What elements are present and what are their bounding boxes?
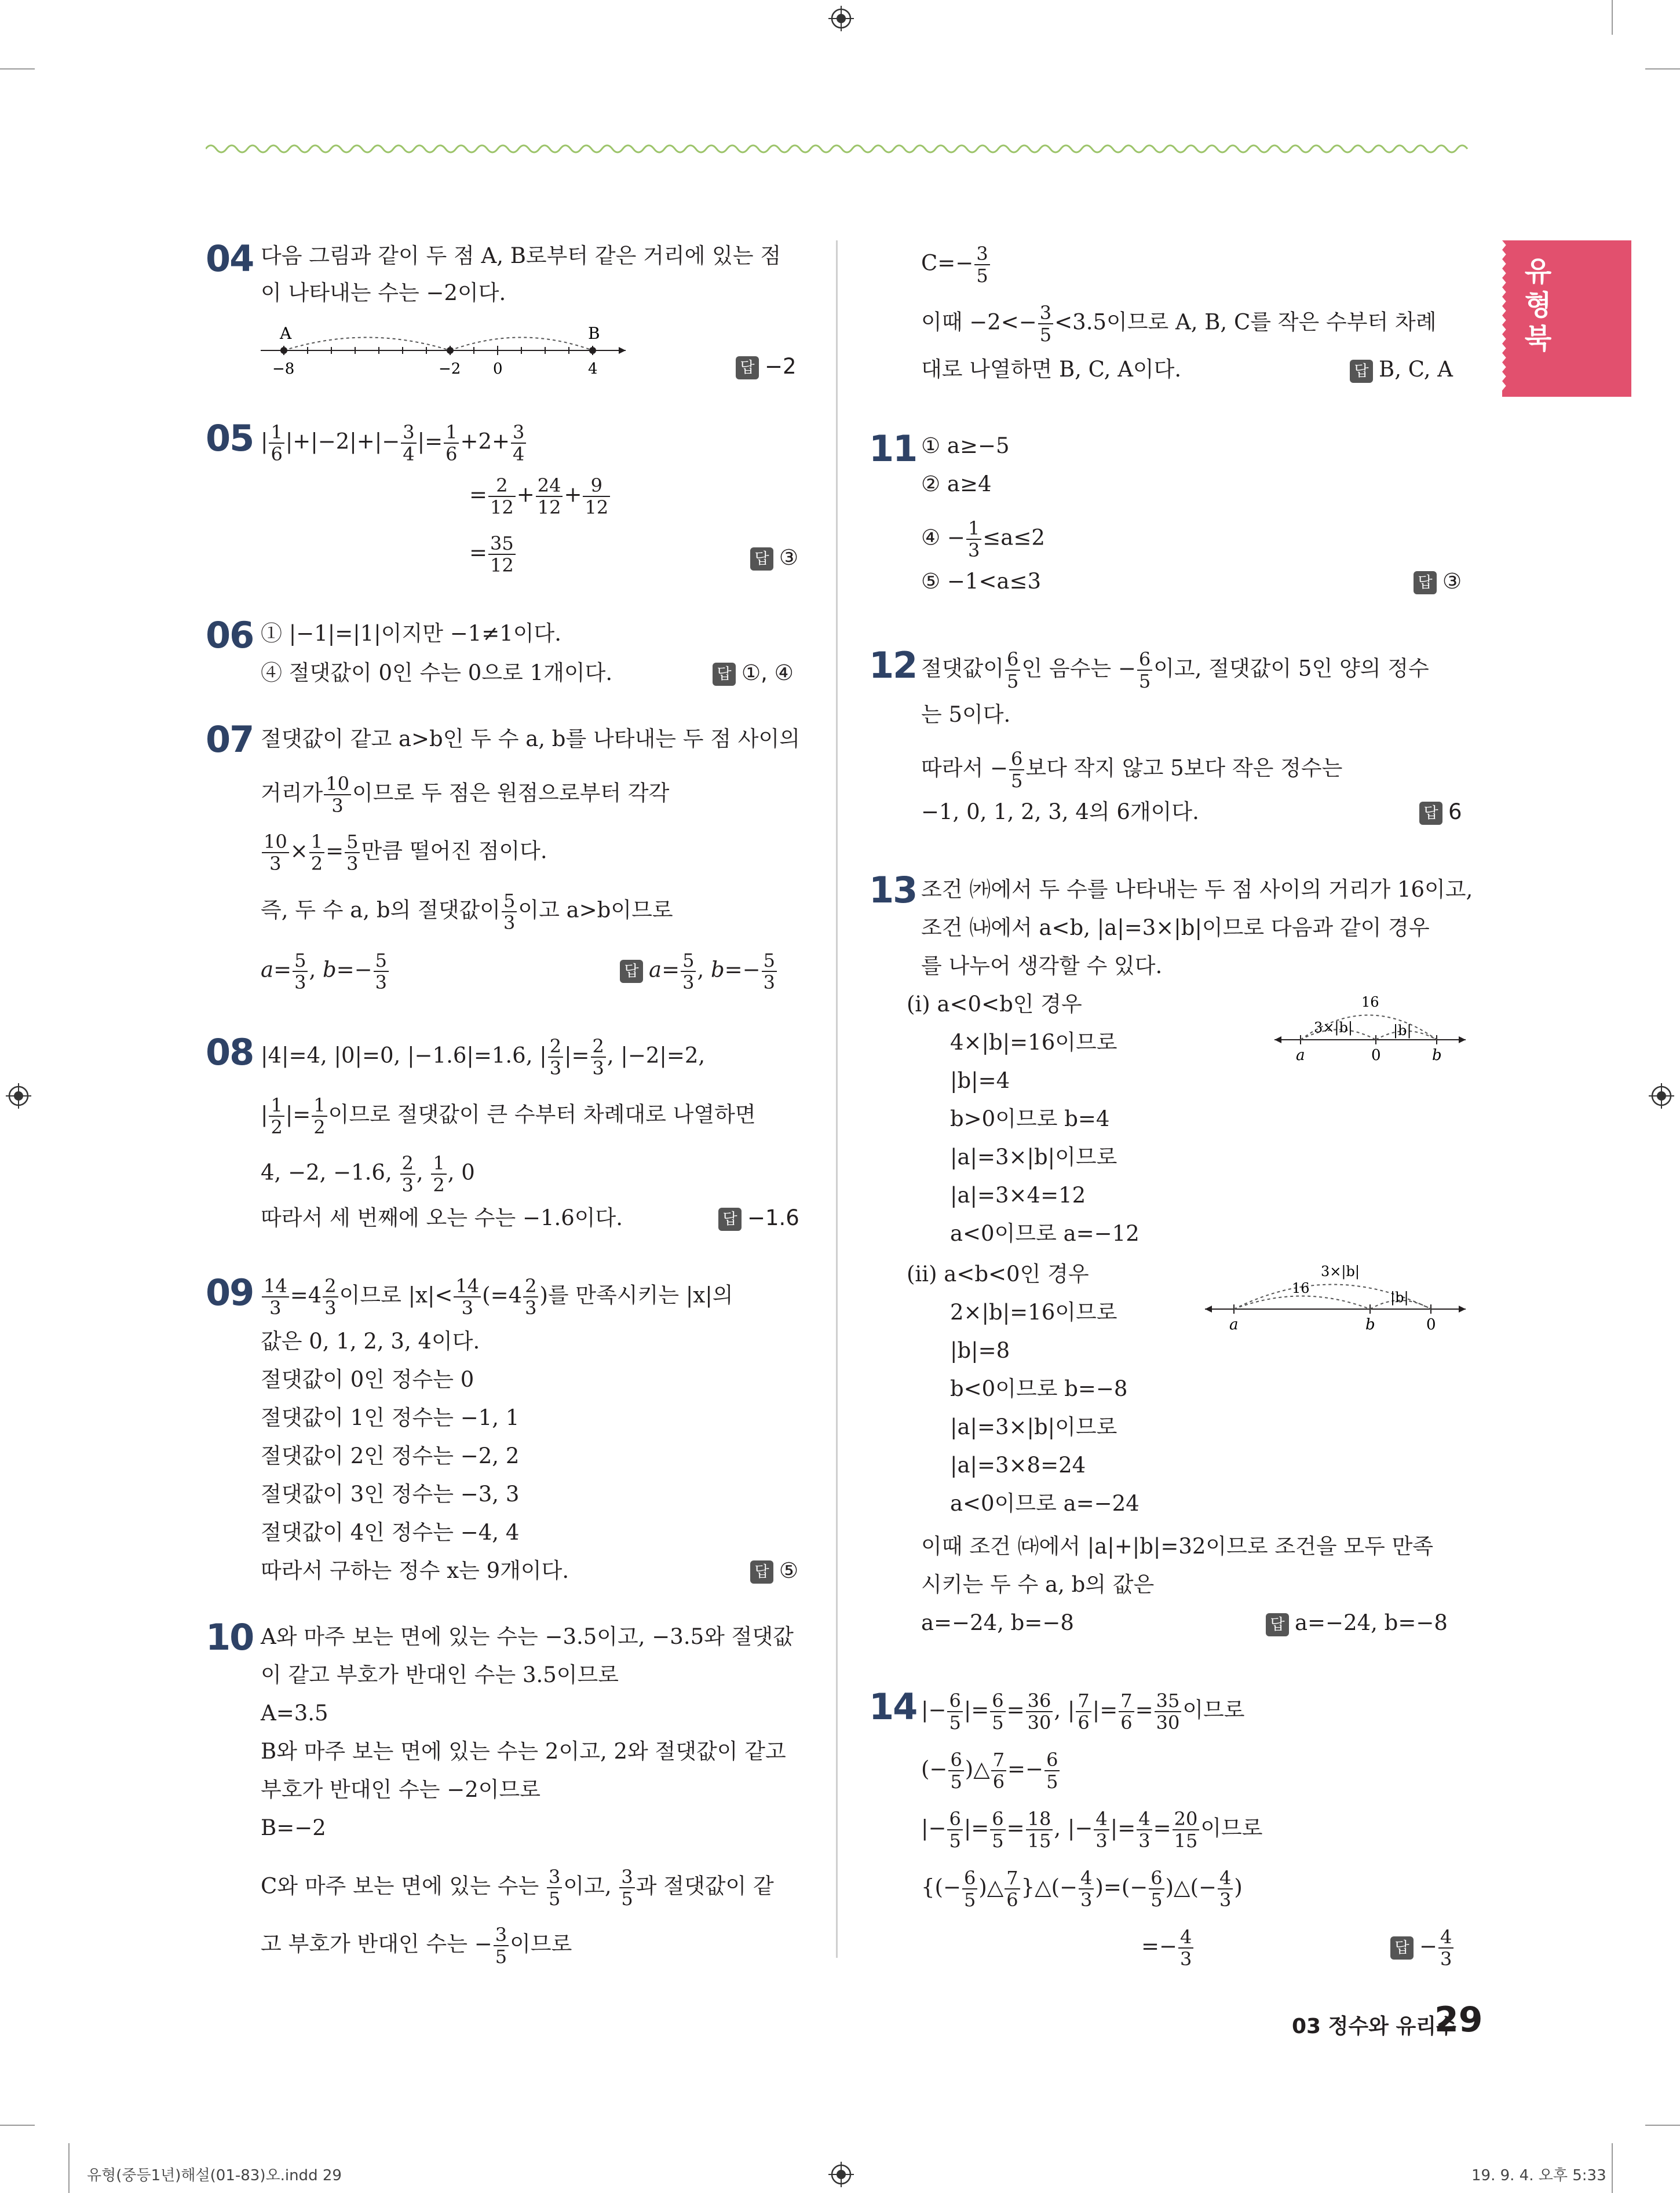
page-number: 29 (1434, 2000, 1483, 2040)
p13-case2-line1: 2×|b|=16이므로 (950, 1300, 1117, 1325)
p13-case2-line5: |a|=3×8=24 (950, 1453, 1086, 1478)
p13-fig1-top: 16 (1361, 994, 1379, 1010)
p08-line4: 따라서 세 번째에 오는 수는 −1.6이다. (261, 1205, 623, 1230)
header-wavy-rule (206, 142, 1469, 156)
p13-case1-line3: b>0이므로 b=4 (950, 1106, 1110, 1131)
p12-line1: 절댓값이 $\frac{6}{5}$ 인 음수는 − $\frac{6}{5}$ 이고, 절댓값이 5인 양의 정수 (921, 648, 1429, 692)
answer-badge-icon: 답 (736, 356, 759, 379)
p09-row-1: 절댓값이 1인 정수는 −1, 1 (261, 1405, 520, 1430)
answer-badge-icon: 답 (718, 1208, 742, 1231)
p09-line1: $\frac{14}{3}$ =4 $\frac{2}{3}$ 이므로 |x|< $\frac{14}{3}$ (=4 $\frac{2}{3}$ )를 만족시키는 |x|의 (261, 1275, 733, 1318)
p14-line1: |− $\frac{6}{5}$ |= $\frac{6}{5}$ = $\frac{36}{30}$ , | $\frac{7}{6}$ |= $\frac{7}{6}$ = $\frac{35}{30}$ 이므로 (921, 1690, 1245, 1734)
p04-number-line (255, 321, 631, 379)
p10-line5: 부호가 반대인 수는 −2이므로 (261, 1777, 540, 1802)
p10-answer (1350, 353, 1453, 386)
p10-line1: A와 마주 보는 면에 있는 수는 −3.5이고, −3.5와 절댓값 (261, 1624, 794, 1649)
problem-number-13: 13 (869, 869, 917, 911)
p09-answer (750, 1555, 798, 1587)
problem-number-05: 05 (206, 417, 254, 459)
answer-badge-icon: 답 (750, 547, 773, 571)
p11-line3: ④ − $\frac{1}{3}$ ≤a≤2 (921, 517, 1045, 561)
p14-line4: {(− $\frac{6}{5}$ )△ $\frac{7}{6}$ }△(− $\frac{4}{3}$ )=(− $\frac{6}{5}$ )△(− $\frac{4}{3}$ ) (921, 1867, 1243, 1911)
p13-fig1-o: 0 (1371, 1047, 1381, 1064)
problem-number-06: 06 (206, 614, 254, 656)
p04-tick-minus2: −2 (439, 360, 461, 378)
p13-case1-line5: |a|=3×4=12 (950, 1183, 1086, 1208)
problem-number-09: 09 (206, 1271, 254, 1314)
p13-case1-title: (ⅰ) a<0<b인 경우 (907, 992, 1082, 1017)
p13-number-line-case1 (1269, 988, 1471, 1069)
p11-answer-value: ③ (1442, 569, 1462, 594)
side-tab (1502, 240, 1631, 397)
crop-line (0, 68, 35, 70)
p13-line2: 조건 ㈏에서 a<b, |a|=3×|b|이므로 다음과 같이 경우 (921, 915, 1430, 940)
registration-mark-icon (828, 6, 854, 31)
p13-fig2-a: a (1229, 1316, 1239, 1333)
p11-line4: ⑤ −1<a≤3 (921, 569, 1042, 594)
p14-answer: 답 − $\frac{4}{3}$ (1390, 1927, 1455, 1969)
p08-line3: 4, −2, −1.6, $\frac{2}{3}$ , $\frac{1}{2}$ , 0 (261, 1152, 475, 1196)
p13-fig1-a: a (1296, 1047, 1305, 1064)
p10-line3: A=3.5 (261, 1701, 328, 1726)
chapter-title: 03 정수와 유리수 (1292, 2015, 1456, 2038)
p05-line1: | $\frac{1}{6}$ |+|−2|+|− $\frac{3}{4}$ |= $\frac{1}{6}$ +2+ $\frac{3}{4}$ (261, 422, 527, 465)
p13-case2-line4: |a|=3×|b|이므로 (950, 1415, 1117, 1439)
p10-line6: B=−2 (261, 1815, 326, 1840)
p04-line1: 다음 그림과 같이 두 점 A, B로부터 같은 거리에 있는 점 (261, 243, 781, 268)
p09-line2: 값은 0, 1, 2, 3, 4이다. (261, 1329, 480, 1354)
p08-answer (718, 1202, 799, 1234)
registration-mark-icon (6, 1083, 31, 1109)
answer-badge-icon: 답 (1419, 802, 1442, 825)
p04-label-B: B (588, 324, 600, 343)
p09-row-2: 절댓값이 2인 정수는 −2, 2 (261, 1443, 520, 1468)
answer-badge-icon: 답 (713, 663, 736, 686)
p11-answer (1414, 565, 1462, 598)
p04-answer (736, 350, 797, 383)
p10-line8: 고 부호가 반대인 수는 − $\frac{3}{5}$ 이므로 (261, 1924, 572, 1968)
p12-answer-value: 6 (1448, 799, 1462, 824)
footer-file: 유형(중등1년)해설(01-83)오.indd 29 (87, 2167, 342, 2184)
p13-fig1-left: 3×|b| (1314, 1019, 1353, 1036)
p07-line2: 거리가 $\frac{10}{3}$ 이므로 두 점은 원점으로부터 각각 (261, 773, 670, 817)
p06-line1: ① |−1|=|1|이지만 −1≠1이다. (261, 621, 562, 646)
registration-mark-icon (1649, 1083, 1674, 1109)
p04-tick-minus8: −8 (272, 360, 295, 378)
p13-fig2-top: 3×|b| (1321, 1263, 1360, 1280)
p07-line1: 절댓값이 같고 a>b인 두 수 a, b를 나타내는 두 점 사이의 (261, 726, 800, 751)
problem-number-04: 04 (206, 237, 254, 280)
p13-line6: a=−24, b=−8 (921, 1610, 1074, 1635)
p04-label-A: A (280, 324, 292, 343)
p09-row-4: 절댓값이 4인 정수는 −4, 4 (261, 1520, 520, 1545)
p13-fig2-b: b (1365, 1316, 1375, 1333)
p05-answer-value: ③ (779, 545, 799, 570)
answer-badge-icon: 답 (620, 960, 643, 983)
p10-line7: C와 마주 보는 면에 있는 수는 $\frac{3}{5}$ 이고, $\frac{3}{5}$ 과 절댓값이 같 (261, 1866, 774, 1910)
p04-tick-4: 4 (588, 360, 598, 378)
p13-line1: 조건 ㈎에서 두 수를 나타내는 두 점 사이의 거리가 16이고, (921, 877, 1473, 902)
problem-number-10: 10 (206, 1616, 254, 1658)
p13-case1-line2: |b|=4 (950, 1068, 1010, 1093)
p13-case2-line2: |b|=8 (950, 1338, 1010, 1363)
p13-case2-line3: b<0이므로 b=−8 (950, 1376, 1128, 1401)
problem-number-14: 14 (869, 1686, 917, 1728)
p10-line4: B와 마주 보는 면에 있는 수는 2이고, 2와 절댓값이 같고 (261, 1739, 786, 1764)
p12-line3: 따라서 − $\frac{6}{5}$ 보다 작지 않고 5보다 작은 정수는 (921, 748, 1343, 792)
p07-line4: 즉, 두 수 a, b의 절댓값이 $\frac{5}{3}$ 이고 a>b이므로 (261, 890, 673, 934)
p07-answer: 답 a= $\frac{5}{3}$ , b=− $\frac{5}{3}$ (620, 950, 778, 993)
answer-badge-icon: 답 (1350, 360, 1373, 383)
p11-line1: ① a≥−5 (921, 433, 1010, 458)
crop-line (0, 2125, 35, 2126)
p05-line2: = $\frac{2}{12}$ + $\frac{24}{12}$ + $\frac{9}{12}$ (469, 475, 611, 518)
p12-line2: 는 5이다. (921, 702, 1011, 727)
p10-right-line2: 이때 −2<− $\frac{3}{5}$ <3.5이므로 A, B, C를 작은 수부터 차례 (921, 302, 1437, 346)
p04-tick-0: 0 (493, 360, 503, 378)
crop-line (1645, 68, 1680, 70)
answer-badge-icon: 답 (1390, 1936, 1414, 1960)
p13-case1-line6: a<0이므로 a=−12 (950, 1221, 1140, 1246)
p06-answer (713, 657, 794, 689)
p05-answer (750, 542, 798, 574)
p14-line5: =− $\frac{4}{3}$ (1141, 1927, 1195, 1969)
crop-line (68, 2143, 70, 2193)
p10-line2: 이 같고 부호가 반대인 수는 3.5이므로 (261, 1662, 619, 1687)
p09-row-0: 절댓값이 0인 정수는 0 (261, 1367, 474, 1392)
p08-answer-value: −1.6 (747, 1205, 799, 1230)
p06-answer-value: ①, ④ (742, 660, 794, 685)
p11-line2: ② a≥4 (921, 472, 992, 496)
p13-case1-line1: 4×|b|=16이므로 (950, 1030, 1117, 1055)
p08-line1: |4|=4, |0|=0, |−1.6|=1.6, | $\frac{2}{3}$ |= $\frac{2}{3}$ , |−2|=2, (261, 1035, 706, 1079)
p04-line2: 이 나타내는 수는 −2이다. (261, 280, 506, 305)
p13-fig2-o: 0 (1426, 1316, 1436, 1333)
p13-case1-line4: |a|=3×|b|이므로 (950, 1145, 1117, 1169)
p10-right-line1: C=− $\frac{3}{5}$ (921, 243, 991, 286)
p09-last: 따라서 구하는 정수 x는 9개이다. (261, 1558, 569, 1583)
p05-line3: = $\frac{35}{12}$ (469, 533, 517, 576)
p13-answer (1266, 1607, 1448, 1639)
crop-line (1645, 2125, 1680, 2126)
p13-case2-line6: a<0이므로 a=−24 (950, 1491, 1140, 1516)
p06-line2: ④ 절댓값이 0인 수는 0으로 1개이다. (261, 660, 613, 685)
p13-fig1-right: |b| (1393, 1022, 1412, 1039)
problem-number-07: 07 (206, 718, 254, 761)
p09-row-3: 절댓값이 3인 정수는 −3, 3 (261, 1482, 520, 1507)
crop-line (1612, 0, 1613, 35)
p14-line3: |− $\frac{6}{5}$ |= $\frac{6}{5}$ = $\frac{18}{15}$ , |− $\frac{4}{3}$ |= $\frac{4}{3}$ = $\frac{20}{15}$ 이므로 (921, 1808, 1263, 1852)
p09-answer-value: ⑤ (779, 1558, 799, 1583)
side-tab-label: 유형북 (1524, 255, 1552, 355)
p13-line3: 를 나누어 생각할 수 있다. (921, 953, 1163, 978)
p07-line5: a= $\frac{5}{3}$ , b=− $\frac{5}{3}$ (261, 950, 390, 993)
p13-fig2-left: 16 (1292, 1280, 1310, 1296)
p13-fig2-right: |b| (1390, 1289, 1409, 1306)
footer-timestamp: 19. 9. 4. 오후 5:33 (1471, 2167, 1606, 2184)
p13-number-line-case2 (1199, 1257, 1471, 1338)
p04-answer-value: −2 (765, 354, 797, 379)
p12-line4: −1, 0, 1, 2, 3, 4의 6개이다. (921, 799, 1199, 824)
p13-line5: 시키는 두 수 a, b의 값은 (921, 1572, 1155, 1597)
p13-case2-title: (ⅱ) a<b<0인 경우 (907, 1262, 1089, 1286)
p13-answer-value: a=−24, b=−8 (1295, 1610, 1448, 1635)
p08-line2: | $\frac{1}{2}$ |= $\frac{1}{2}$ 이므로 절댓값이 큰 수부터 차례대로 나열하면 (261, 1094, 756, 1138)
problem-number-11: 11 (869, 427, 917, 470)
answer-badge-icon: 답 (1266, 1613, 1289, 1636)
p10-right-line3: 대로 나열하면 B, C, A이다. (921, 357, 1182, 382)
column-divider (836, 240, 838, 1958)
p13-fig1-b: b (1432, 1047, 1442, 1064)
p07-line3: $\frac{10}{3}$ × $\frac{1}{2}$ = $\frac{5}{3}$ 만큼 떨어진 점이다. (261, 831, 547, 874)
answer-badge-icon: 답 (1414, 571, 1437, 594)
crop-line (1612, 2143, 1613, 2193)
problem-number-08: 08 (206, 1031, 254, 1073)
p14-line2: (− $\frac{6}{5}$ )△ $\frac{7}{6}$ =− $\frac{6}{5}$ (921, 1749, 1061, 1792)
p13-line4: 이때 조건 ㈐에서 |a|+|b|=32이므로 조건을 모두 만족 (921, 1534, 1434, 1559)
p10-answer-value: B, C, A (1379, 357, 1453, 382)
problem-number-12: 12 (869, 644, 917, 686)
registration-mark-icon (828, 2162, 854, 2187)
answer-badge-icon: 답 (750, 1560, 773, 1584)
p12-answer (1419, 796, 1462, 828)
